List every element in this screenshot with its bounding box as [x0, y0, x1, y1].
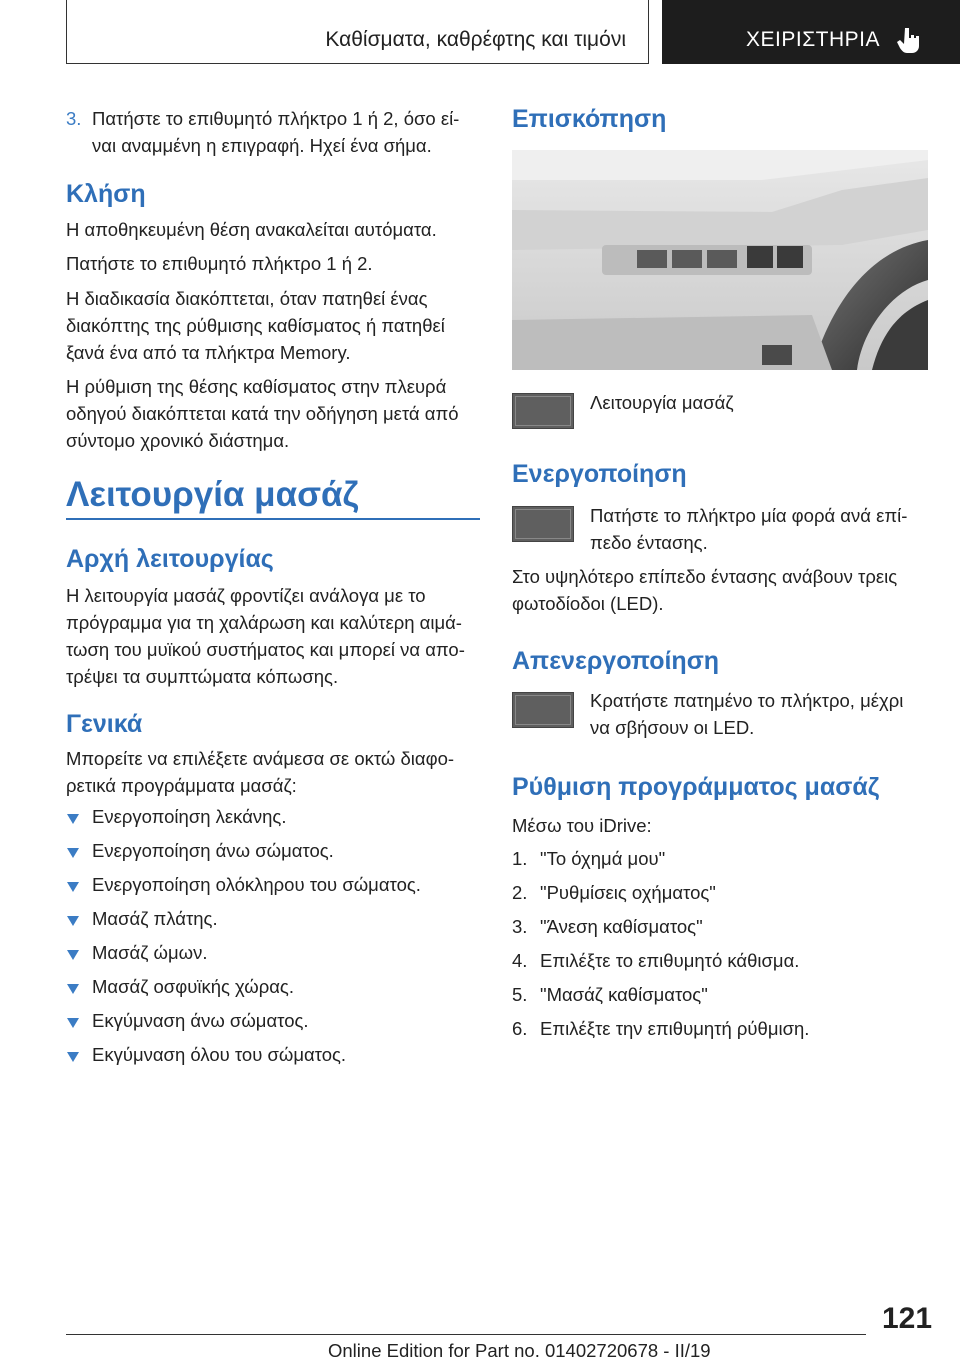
step-text: "Ρυθμίσεις οχήματος"	[540, 882, 716, 903]
massage-button-icon	[512, 393, 574, 429]
step-text: "Μασάζ καθίσματος"	[540, 984, 708, 1005]
bullet-triangle-icon	[67, 1052, 79, 1062]
principle-line-1: Η λειτουργία μασάζ φροντίζει ανάλογα με το	[66, 585, 426, 606]
hand-pointer-icon	[896, 26, 922, 54]
door-panel-photo	[512, 150, 928, 370]
principle-line-4: τρέψει τα συμπτώματα κόπωσης.	[66, 666, 339, 687]
bullet-item: Μασάζ ώμων.	[92, 942, 208, 963]
activate-paragraph-2-line-1: Στο υψηλότερο επίπεδο έντασης ανάβουν τρεις	[512, 566, 898, 587]
footer-rule	[66, 1334, 866, 1335]
massage-button-icon	[512, 692, 574, 728]
general-line-2: ρετικά προγράμματα μασάζ:	[66, 775, 297, 796]
page-number: 121	[882, 1302, 933, 1335]
header-section-tab	[662, 0, 960, 64]
recall-paragraph-2: Πατήστε το επιθυμητό πλήκτρο 1 ή 2.	[66, 253, 373, 274]
step-text: Επιλέξτε την επιθυμητή ρύθμιση.	[540, 1018, 810, 1039]
massage-heading: Λειτουργία μασάζ	[66, 475, 359, 514]
step-text: Επιλέξτε το επιθυμητό κάθισμα.	[540, 950, 800, 971]
recall-paragraph-3-line-1: Η διαδικασία διακόπτεται, όταν πατηθεί ένας	[66, 288, 428, 309]
bullet-item: Μασάζ οσφυϊκής χώρας.	[92, 976, 294, 997]
recall-paragraph-1: Η αποθηκευμένη θέση ανακαλείται αυτόματα.	[66, 219, 437, 240]
bullet-triangle-icon	[67, 916, 79, 926]
massage-heading-rule	[66, 518, 480, 520]
header-section-label: ΧΕΙΡΙΣΤΗΡΙΑ	[746, 28, 881, 51]
massage-button-icon	[512, 506, 574, 542]
general-line-1: Μπορείτε να επιλέξετε ανάμεσα σε οκτώ διαφο‐	[66, 748, 455, 769]
step-3-line-2: ναι αναμμένη η επιγραφή. Ηχεί ένα σήμα.	[92, 135, 432, 156]
recall-paragraph-4-line-1: Η ρύθμιση της θέσης καθίσματος στην πλευρά	[66, 376, 447, 397]
bullet-triangle-icon	[67, 814, 79, 824]
bullet-triangle-icon	[67, 984, 79, 994]
bullet-item: Εκγύμναση άνω σώματος.	[92, 1010, 309, 1031]
bullet-triangle-icon	[67, 1018, 79, 1028]
bullet-triangle-icon	[67, 882, 79, 892]
deactivate-heading: Απενεργοποίηση	[512, 647, 720, 675]
step-number: 1.	[512, 848, 528, 869]
program-intro: Μέσω του iDrive:	[512, 815, 652, 836]
principle-line-3: τωση του μυϊκού συστήματος και μπορεί να απο‐	[66, 639, 465, 660]
bullet-triangle-icon	[67, 848, 79, 858]
recall-paragraph-3-line-2: διακόπτης της ρύθμισης καθίσματος ή πατηθεί	[66, 315, 445, 336]
bullet-item: Ενεργοποίηση ολόκληρου του σώματος.	[92, 874, 421, 895]
activate-line-1: Πατήστε το πλήκτρο μία φορά ανά επί‐	[590, 505, 908, 526]
footer-edition: Online Edition for Part no. 01402720678 - II/19	[328, 1340, 711, 1361]
step-3-number: 3.	[66, 108, 82, 129]
recall-paragraph-4-line-3: σύντομο χρονικό διάστημα.	[66, 430, 290, 451]
step-number: 3.	[512, 916, 528, 937]
header-title-box	[66, 0, 649, 64]
principle-line-2: πρόγραμμα για τη χαλάρωση και καλύτερη αιμά‐	[66, 612, 462, 633]
bullet-item: Ενεργοποίηση άνω σώματος.	[92, 840, 334, 861]
deactivate-line-1: Κρατήστε πατημένο το πλήκτρο, μέχρι	[590, 690, 904, 711]
overview-heading: Επισκόπηση	[512, 105, 667, 133]
step-text: "Άνεση καθίσματος"	[540, 916, 703, 937]
activate-line-2: πεδο έντασης.	[590, 532, 708, 553]
step-number: 4.	[512, 950, 528, 971]
step-number: 5.	[512, 984, 528, 1005]
step-text: "Το όχημά μου"	[540, 848, 666, 869]
step-3-line-1: Πατήστε το επιθυμητό πλήκτρο 1 ή 2, όσο εί‐	[92, 108, 460, 129]
activate-heading: Ενεργοποίηση	[512, 460, 687, 488]
general-heading: Γενικά	[66, 710, 143, 738]
activate-paragraph-2-line-2: φωτοδίοδοι (LED).	[512, 593, 664, 614]
door-panel-illustration	[512, 150, 928, 370]
overview-caption: Λειτουργία μασάζ	[590, 392, 734, 413]
recall-paragraph-4-line-2: οδηγού διακόπτεται κατά την οδήγηση μετά από	[66, 403, 459, 424]
recall-paragraph-3-line-3: ξανά ένα από τα πλήκτρα Memory.	[66, 342, 351, 363]
bullet-item: Ενεργοποίηση λεκάνης.	[92, 806, 287, 827]
deactivate-line-2: να σβήσουν οι LED.	[590, 717, 755, 738]
header-title: Καθίσματα, καθρέφτης και τιμόνι	[325, 28, 626, 51]
step-number: 6.	[512, 1018, 528, 1039]
recall-heading: Κλήση	[66, 180, 146, 208]
step-number: 2.	[512, 882, 528, 903]
bullet-item: Μασάζ πλάτης.	[92, 908, 218, 929]
principle-heading: Αρχή λειτουργίας	[66, 545, 274, 573]
bullet-item: Εκγύμναση όλου του σώματος.	[92, 1044, 347, 1065]
program-heading: Ρύθμιση προγράμματος μασάζ	[512, 773, 880, 801]
bullet-triangle-icon	[67, 950, 79, 960]
